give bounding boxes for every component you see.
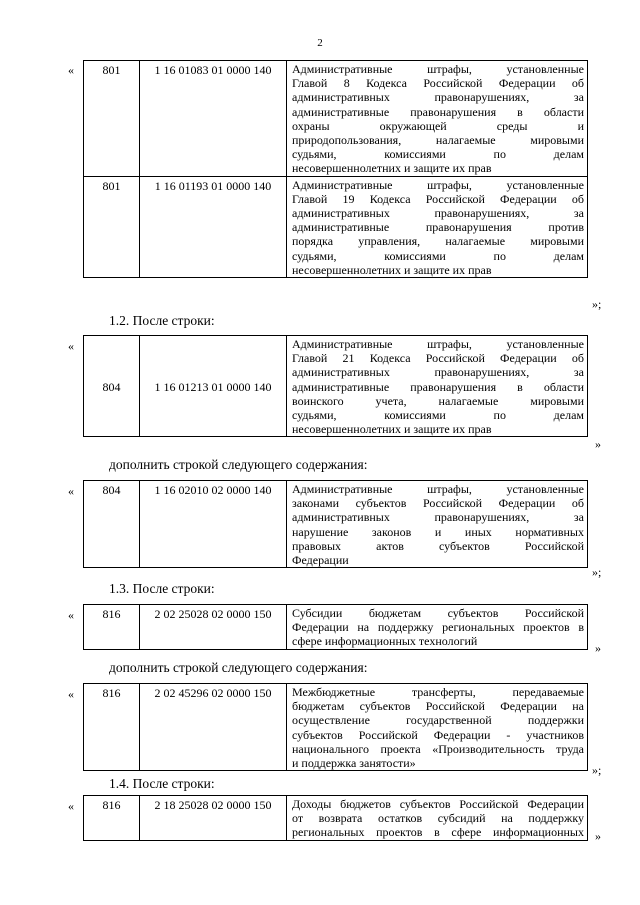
kbk-code-cell: 1 16 02010 02 0000 140: [140, 481, 287, 568]
description-cell: Административные штрафы, установленные законами субъектов Российской Федерации об административных правонарушениях, за нарушение законов и иных нормативных правовых актов субъектов Российской Федерации: [287, 481, 588, 568]
heading-1-2: 1.2. После строки:: [109, 313, 215, 328]
description-cell: Субсидии бюджетам субъектов Российской Федерации на поддержку региональных проектов в сфере информационных технологий: [287, 605, 588, 650]
close-quote: »: [595, 437, 601, 451]
open-quote: «: [68, 799, 74, 813]
table-3: [83, 480, 588, 568]
close-quote: »;: [592, 565, 602, 579]
admin-code-cell: 816: [84, 684, 140, 771]
table-6: [83, 795, 588, 841]
open-quote: «: [68, 687, 74, 701]
kbk-code-cell: 1 16 01213 01 0000 140: [140, 336, 287, 437]
kbk-code-cell: 1 16 01193 01 0000 140: [140, 176, 287, 277]
table-row: [84, 796, 588, 841]
description-cell: Административные штрафы, установленные Главой 21 Кодекса Российской Федерации об административных правонарушениях, за административные правонарушения в области воинского учета, налагаемые мировыми судьями, комиссиями по делам несовершеннолетних и защите их прав: [287, 336, 588, 437]
close-quote: »;: [592, 297, 602, 311]
admin-code-cell: 804: [84, 336, 140, 437]
kbk-code-cell: 2 02 45296 02 0000 150: [140, 684, 287, 771]
page-number: 2: [317, 37, 323, 49]
admin-code-cell: 816: [84, 796, 140, 841]
kbk-code-cell: 2 02 25028 02 0000 150: [140, 605, 287, 650]
table-row: [84, 481, 588, 568]
table-row: [84, 61, 588, 177]
open-quote: «: [68, 339, 74, 353]
kbk-code-cell: 1 16 01083 01 0000 140: [140, 61, 287, 177]
description-cell: Административные штрафы, установленные Главой 19 Кодекса Российской Федерации об административных правонарушениях, за административные правонарушения против порядка управления, налагаемые мировыми судьями, комиссиями по делам несовершеннолетних и защите их прав: [287, 176, 588, 277]
table-1: [83, 60, 588, 278]
admin-code-cell: 801: [84, 61, 140, 177]
admin-code-cell: 801: [84, 176, 140, 277]
open-quote: «: [68, 608, 74, 622]
description-cell: Доходы бюджетов субъектов Российской Федерации от возврата остатков субсидий на поддержку региональных проектов в сфере информационных: [287, 796, 588, 841]
close-quote: »;: [592, 763, 602, 777]
admin-code-cell: 816: [84, 605, 140, 650]
heading-1-3: 1.3. После строки:: [109, 581, 215, 596]
admin-code-cell: 804: [84, 481, 140, 568]
table-row: [84, 605, 588, 650]
description-cell: Административные штрафы, установленные Главой 8 Кодекса Российской Федерации об административных правонарушениях, за административные правонарушения в области охраны окружающей среды и природопользования, налагаемые мировыми судьями, комиссиями по делам несовершеннолетних и защите их прав: [287, 61, 588, 177]
close-quote: »: [595, 829, 601, 843]
table-row: [84, 176, 588, 277]
supplement-text: дополнить строкой следующего содержания:: [109, 660, 368, 675]
supplement-text: дополнить строкой следующего содержания:: [109, 457, 368, 472]
open-quote: «: [68, 484, 74, 498]
close-quote: »: [595, 641, 601, 655]
table-row: [84, 336, 588, 437]
kbk-code-cell: 2 18 25028 02 0000 150: [140, 796, 287, 841]
open-quote: «: [68, 63, 74, 77]
table-2: [83, 335, 588, 437]
table-4: [83, 604, 588, 650]
description-cell: Межбюджетные трансферты, передаваемые бюджетам субъектов Российской Федерации на осуществление государственной поддержки субъектов Российской Федерации - участников национального проекта «Производительность труда и поддержка занятости»: [287, 684, 588, 771]
heading-1-4: 1.4. После строки:: [109, 776, 215, 791]
table-row: [84, 684, 588, 771]
table-5: [83, 683, 588, 771]
